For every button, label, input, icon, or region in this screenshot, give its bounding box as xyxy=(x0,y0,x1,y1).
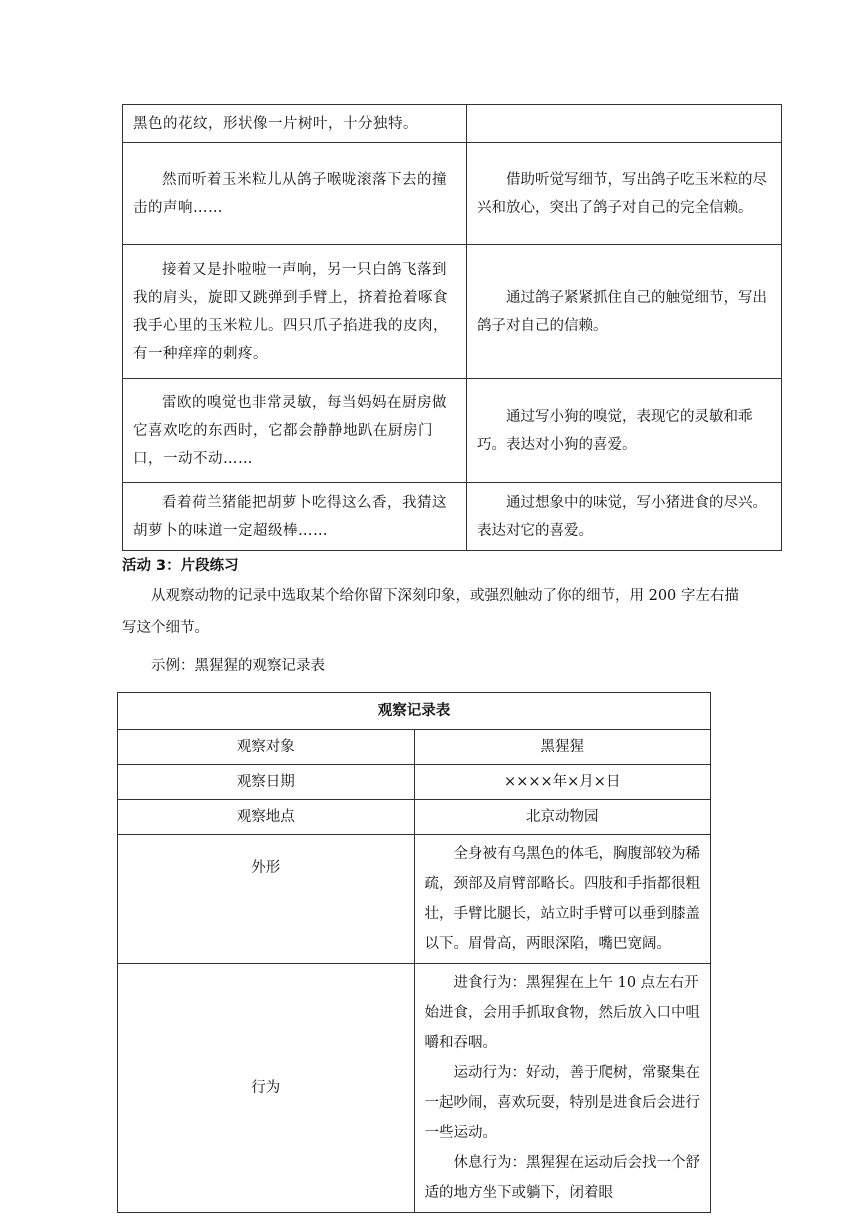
date-value: ××××年×月×日 xyxy=(414,765,711,800)
table-row xyxy=(118,693,711,730)
table-row xyxy=(123,245,782,379)
behavior-item: 进食行为：黑猩猩在上午 10 点左右开始进食，会用手抓取食物，然后放入口中咀嚼和吞咽。 xyxy=(424,975,700,1051)
excerpt-cell: 雷欧的嗅觉也非常灵敏，每当妈妈在厨房做它喜欢吃的东西时，它都会静静地趴在厨房门口，一动不动…… xyxy=(123,379,467,483)
activity-description: 从观察动物的记录中选取某个给你留下深刻印象，或强烈触动了你的细节，用 200 字左右描写这个细节。 xyxy=(122,588,739,636)
excerpt-cell: 接着又是扑啦啦一声响，另一只白鸽飞落到我的肩头，旋即又跳弹到手臂上，挤着抢着啄食我手心里的玉米粒儿。四只爪子掐进我的皮肉，有一种痒痒的刺疼。 xyxy=(123,245,467,379)
appearance-text: 全身被有乌黑色的体毛，胸腹部较为稀疏，颈部及肩臂部略长。四肢和手指都很粗壮，手臂比腿长，站立时手臂可以垂到膝盖以下。眉骨高，两眼深陷，嘴巴宽阔。 xyxy=(424,846,700,952)
excerpt-cell: 然而听着玉米粒儿从鸽子喉咙滚落下去的撞击的声响…… xyxy=(123,143,467,245)
behavior-value xyxy=(414,964,711,1213)
table-row xyxy=(118,765,711,800)
excerpt-cell: 看着荷兰猪能把胡萝卜吃得这么香，我猜这胡萝卜的味道一定超级棒…… xyxy=(123,483,467,551)
excerpt-cell: 黑色的花纹，形状像一片树叶，十分独特。 xyxy=(123,105,467,143)
table-row xyxy=(123,483,782,551)
table-row xyxy=(123,105,782,143)
detail-analysis-table xyxy=(122,104,782,551)
analysis-cell: 通过鸽子紧紧抓住自己的触觉细节，写出鸽子对自己的信赖。 xyxy=(467,245,782,379)
appearance-label: 外形 xyxy=(118,835,415,964)
analysis-cell xyxy=(467,105,782,143)
behavior-item: 运动行为：好动，善于爬树，常聚集在一起吵闹，喜欢玩耍，特别是进食后会进行一些运动。 xyxy=(424,1065,700,1141)
activity-title: 活动 3：片段练习 xyxy=(122,558,239,574)
observation-record-table xyxy=(117,692,711,1213)
table-row xyxy=(118,835,711,964)
object-label: 观察对象 xyxy=(118,730,415,765)
table-row xyxy=(118,964,711,1213)
table-row xyxy=(123,143,782,245)
behavior-item: 休息行为：黑猩猩在运动后会找一个舒适的地方坐下或躺下，闭着眼 xyxy=(424,1155,700,1201)
analysis-cell: 通过写小狗的嗅觉，表现它的灵敏和乖巧。表达对小狗的喜爱。 xyxy=(467,379,782,483)
analysis-cell: 通过想象中的味觉，写小猪进食的尽兴。表达对它的喜爱。 xyxy=(467,483,782,551)
analysis-cell: 借助听觉写细节，写出鸽子吃玉米粒的尽兴和放心，突出了鸽子对自己的完全信赖。 xyxy=(467,143,782,245)
table-row xyxy=(118,800,711,835)
record-table-title: 观察记录表 xyxy=(118,693,711,730)
behavior-label: 行为 xyxy=(118,964,415,1213)
object-value: 黑猩猩 xyxy=(414,730,711,765)
date-label: 观察日期 xyxy=(118,765,415,800)
place-value: 北京动物园 xyxy=(414,800,711,835)
table-row xyxy=(123,379,782,483)
place-label: 观察地点 xyxy=(118,800,415,835)
example-caption: 示例：黑猩猩的观察记录表 xyxy=(151,658,325,674)
table-row xyxy=(118,730,711,765)
appearance-value xyxy=(414,835,711,964)
